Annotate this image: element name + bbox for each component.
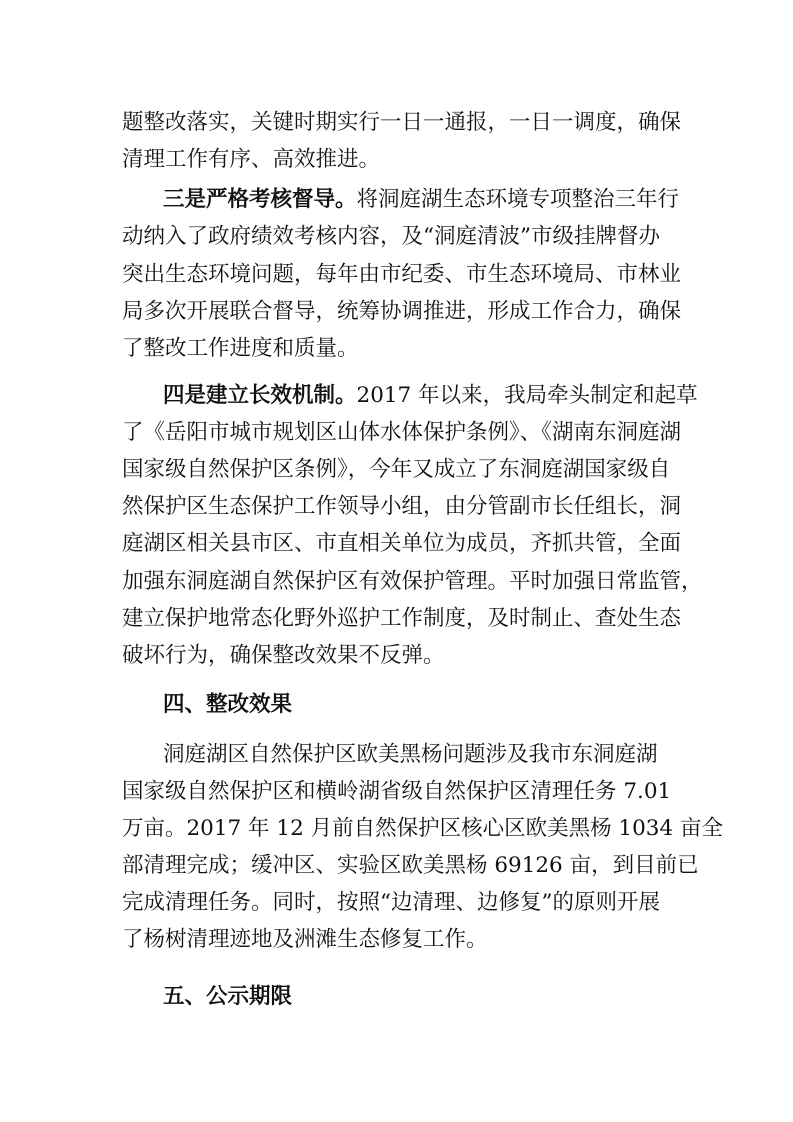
paragraph-line: 突出生态环境问题，每年由市纪委、市生态环境局、市林业: [122, 262, 682, 287]
paragraph-line: 然保护区生态保护工作领导小组，由分管副市长任组长，洞: [122, 494, 682, 519]
paragraph-line: 了整改工作进度和质量。: [122, 336, 359, 361]
paragraph-line: 了杨树清理迹地及洲滩生态修复工作。: [122, 927, 488, 952]
paragraph-line: 局多次开展联合督导，统筹协调推进，形成工作合力，确保: [122, 299, 682, 324]
paragraph-line: 国家级自然保护区条例》，今年又成立了东洞庭湖国家级自: [122, 457, 671, 482]
paragraph-line: [0, 185, 793, 215]
paragraph-line: 清理工作有序、高效推进。: [122, 147, 381, 172]
paragraph-line: 洞庭湖区自然保护区欧美黑杨问题涉及我市东洞庭湖: [163, 742, 658, 767]
paragraph-line: 部清理完成；缓冲区、实验区欧美黑杨 69126 亩，到目前已: [122, 853, 699, 878]
paragraph-lead: 三是严格考核督导。: [163, 187, 357, 212]
paragraph-line: 题整改落实，关键时期实行一日一通报，一日一调度，确保: [122, 110, 682, 135]
paragraph-line: 了《岳阳市城市规划区山体水体保护条例》、《湖南东洞庭湖: [122, 420, 682, 445]
paragraph-line: [0, 381, 793, 411]
paragraph-line: 加强东洞庭湖自然保护区有效保护管理。平时加强日常监管，: [122, 569, 703, 594]
paragraph-text: 2017 年以来，我局牵头制定和起草: [356, 383, 698, 408]
paragraph-text: 将洞庭湖生态环境专项整治三年行: [356, 187, 680, 212]
paragraph-lead: 四是建立长效机制。: [163, 383, 357, 408]
paragraph-line: 破坏行为，确保整改效果不反弹。: [122, 643, 445, 668]
section-heading: 五、公示期限: [163, 984, 293, 1009]
paragraph-line: 庭湖区相关县市区、市直相关单位为成员，齐抓共管，全面: [122, 531, 682, 556]
paragraph-line: 建立保护地常态化野外巡护工作制度，及时制止、查处生态: [122, 606, 682, 631]
section-heading: 四、整改效果: [163, 692, 293, 717]
paragraph-line: 动纳入了政府绩效考核内容，及“洞庭清波”市级挂牌督办: [122, 224, 660, 249]
paragraph-line: 万亩。2017 年 12 月前自然保护区核心区欧美黑杨 1034 亩全: [122, 816, 723, 841]
paragraph-line: 完成清理任务。同时，按照“边清理、边修复”的原则开展: [122, 890, 660, 915]
paragraph-line: 国家级自然保护区和横岭湖省级自然保护区清理任务 7.01: [122, 779, 672, 804]
